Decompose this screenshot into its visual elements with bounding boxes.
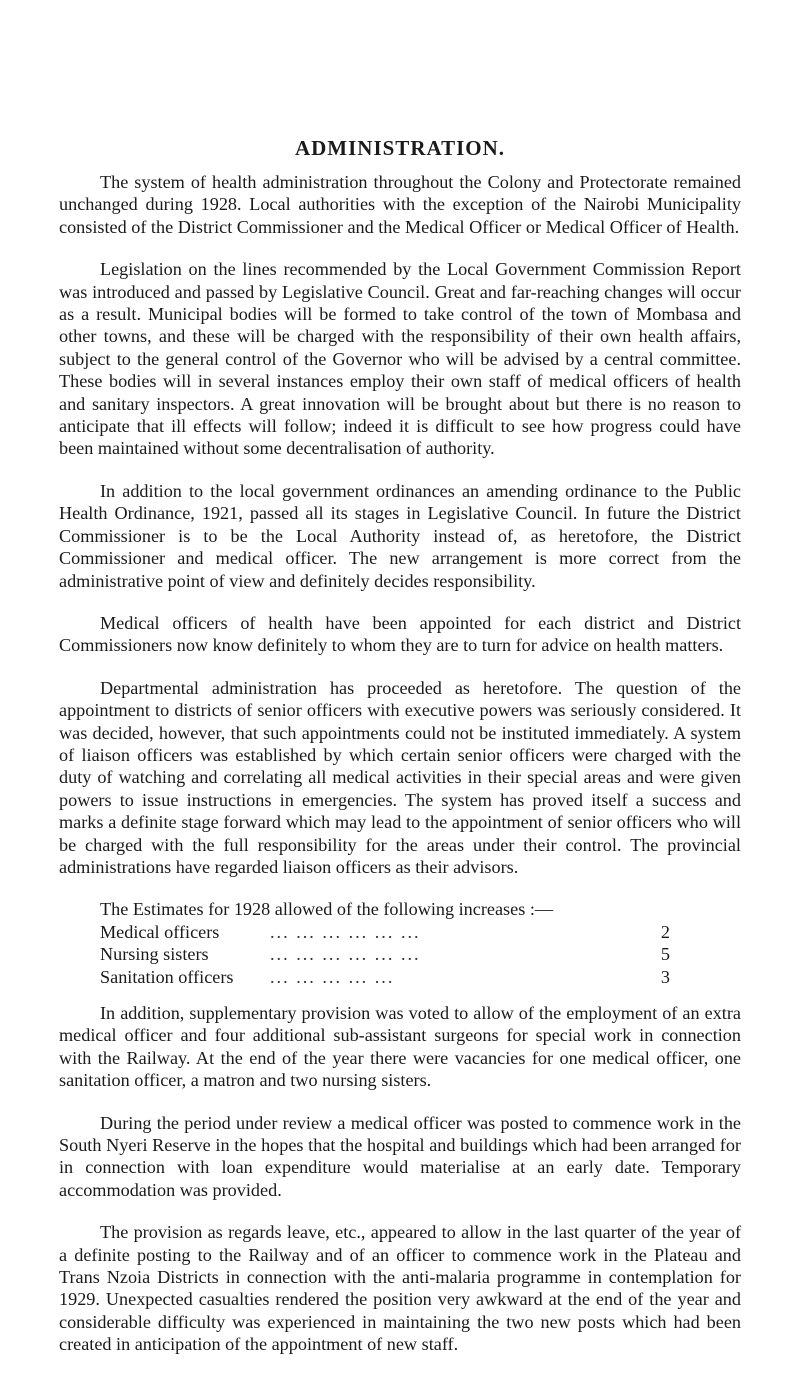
list-item	[59, 921, 741, 943]
page-title: ADMINISTRATION.	[294, 136, 506, 160]
estimates-intro: The Estimates for 1928 allowed of the following increases :—	[100, 899, 554, 920]
paragraph-leave-provision: The provision as regards leave, etc., appeared to allow in the last quarter of the year of a definite posting to the Railway and of an officer to commence work in the Plateau and Trans Nzoia Districts in connection with the anti-malaria programme in contemplation for 1929. Unexpected casualties rendered the position very awkward at the end of the year and considerable difficulty was experienced in maintaining the two new posts which had been created in anticipation of the appointment of new staff.	[59, 1222, 741, 1355]
list-item	[59, 943, 741, 965]
increase-count: 2	[660, 921, 670, 942]
paragraph-health-system: The system of health administration throughout the Colony and Protectorate remained unchanged during 1928. Local authorities with the exception of the Nairobi Municipality consisted of the District Commissioner and the Medical Officer or Medical Officer of Health.	[59, 172, 741, 237]
increase-label: Sanitation officers	[100, 966, 234, 987]
paragraph-legislation: Legislation on the lines recommended by the Local Government Commission Report was introduced and passed by Legislative Council. Great and far-reaching changes will occur as a result. Municipal bodies will be formed to take control of the town of Mombasa and other towns, and these will be charged with the responsibility of their own health affairs, subject to the general control of the Governor who will be advised by a central committee. These bodies will in several instances employ their own staff of medical officers of health and sanitary inspectors. A great innovation will be brought about but there is no reason to anticipate that ill effects will follow; indeed it is difficult to see how progress could have been maintained without some decentralisation of authority.	[59, 259, 741, 459]
increase-label: Medical officers	[100, 921, 220, 942]
increase-count: 3	[660, 966, 670, 987]
increase-count: 5	[660, 944, 670, 965]
leader-dots: ... ... ... ... ...	[270, 966, 395, 987]
paragraph-supplementary-provision: In addition, supplementary provision was voted to allow of the employment of an extra medical officer and four additional sub-assistant surgeons for special work in connection with the Railway. At the end of the year there were vacancies for one medical officer, one sanitation officer, a matron and two nursing sisters.	[59, 1003, 741, 1091]
paragraph-south-nyeri: During the period under review a medical officer was posted to commence work in the South Nyeri Reserve in the hopes that the hospital and buildings which had been arranged for in connection with loan expenditure would materialise at an early date. Temporary accommodation was provided.	[59, 1112, 741, 1200]
leader-dots: ... ... ... ... ... ...	[270, 944, 421, 965]
increase-label: Nursing sisters	[100, 944, 209, 965]
paragraph-amending-ordinance: In addition to the local government ordinances an amending ordinance to the Public Health Ordinance, 1921, passed all its stages in Legislative Council. In future the District Commissioner is to be the Local Authority instead of, as heretofore, the District Commissioner and medical officer. The new arrangement is more correct from the administrative point of view and definitely decides responsibility.	[59, 480, 741, 591]
list-item	[59, 966, 741, 988]
paragraph-medical-officers: Medical officers of health have been appointed for each district and District Commissioners now know definitely to whom they are to turn for advice on health matters.	[59, 612, 741, 656]
increases-list	[59, 921, 741, 988]
leader-dots: ... ... ... ... ... ...	[270, 921, 421, 942]
paragraph-departmental-administration: Departmental administration has proceeded as heretofore. The question of the appointment to districts of senior officers with executive powers was seriously considered. It was decided, however, that such appointments could not be instituted immediately. A system of liaison officers was established by which certain senior officers were charged with the duty of watching and correlating all medical activities in their special areas and were given powers to issue instructions in emergencies. The system has proved itself a success and marks a definite stage forward which may lead to the appointment of senior officers who will be charged with the full responsibility for the areas under their control. The provincial administrations have regarded liaison officers as their advisors.	[59, 677, 741, 877]
document-page	[59, 136, 741, 1356]
